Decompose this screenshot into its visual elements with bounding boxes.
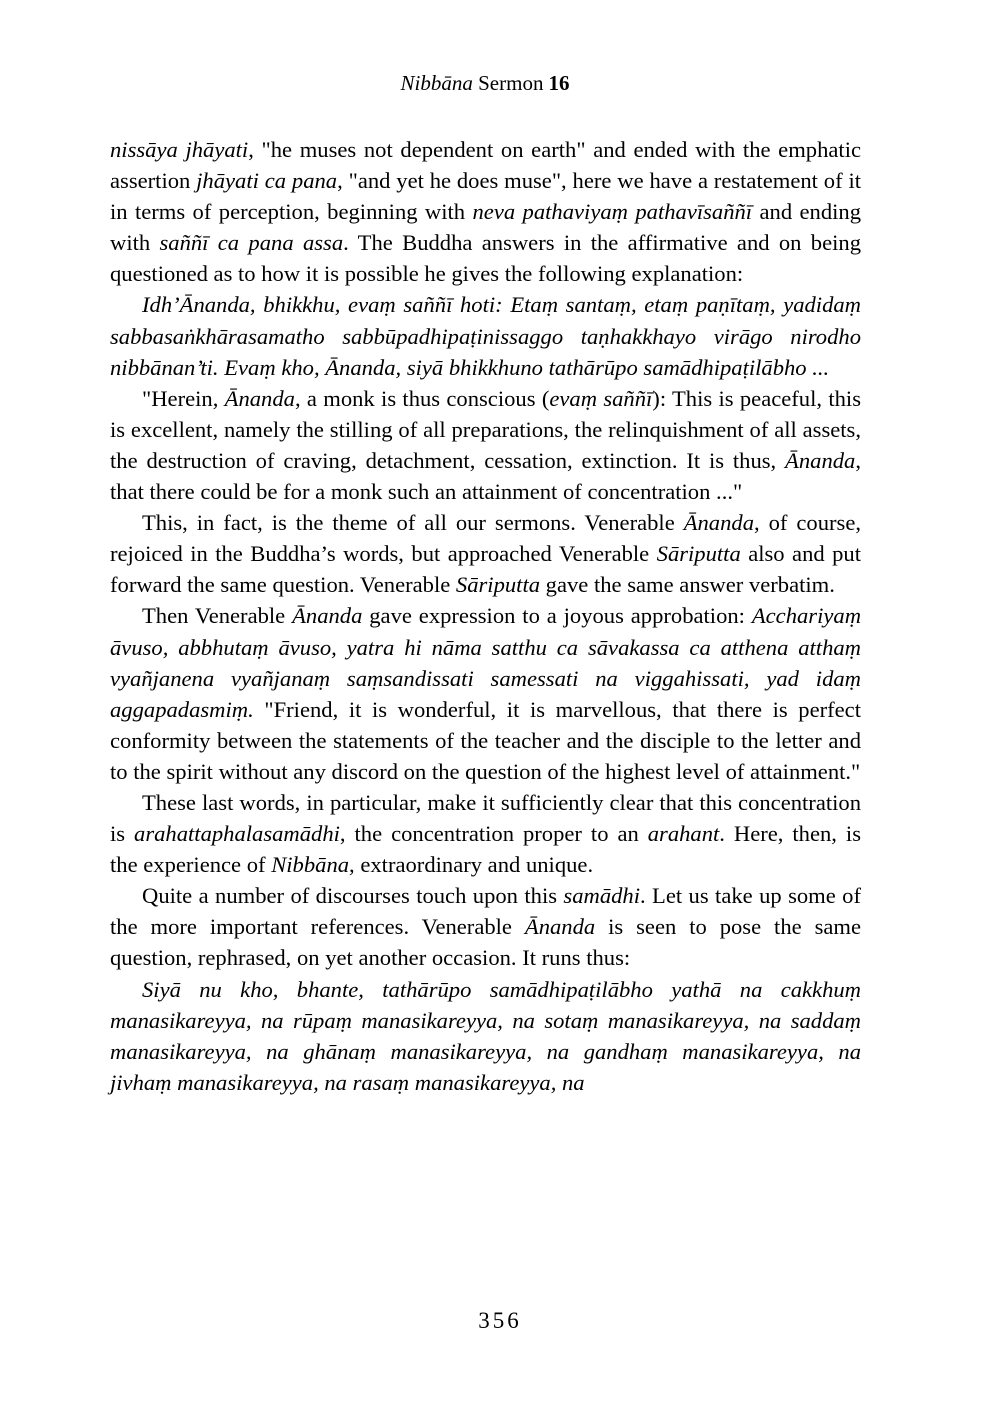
prose-text: "Friend, it is wonderful, it is marvellous, that there is perfect conformity between the statements of the teacher and the disciple to the letter and to the spirit without any discord on the question of the highest level of attainment.": [110, 696, 861, 784]
prose-text: is seen to pose the same question, rephrased, on yet another occasion. It runs thus:: [110, 914, 861, 971]
prose-text: , "and yet he does muse", here we have a restatement of it in terms of perception, beginning with: [110, 168, 861, 225]
prose-text: gave expression to a joyous approbation:: [362, 603, 752, 629]
pali-name: Ānanda: [224, 385, 295, 411]
running-head-section-word: Sermon: [478, 71, 544, 95]
prose-text: , the concentration proper to an: [339, 821, 648, 847]
pali-name: Ānanda: [683, 510, 754, 536]
prose-text: . The Buddha answers in the affirmative and on being questioned as to how it is possible he gives the following explanation:: [110, 230, 861, 287]
pali-name: Ānanda: [292, 603, 363, 629]
references-paragraph: [110, 880, 861, 973]
prose-text: , that there could be for a monk such an attainment of concentration ...": [110, 447, 861, 505]
prose-text: ): This is peaceful, this is excellent, namely the stilling of all preparations, the relinquishment of all assets, the destruction of craving, detachment, cessation, extinction. It is thus,: [110, 385, 861, 473]
pali-phrase: nissāya jhāyati: [110, 137, 249, 162]
pali-phrase: neva pathaviyaṃ pathavīsaññī: [472, 199, 753, 225]
running-head-work-title: Nibbāna: [400, 71, 473, 95]
prose-text: Quite a number of discourses touch upon this: [142, 883, 564, 909]
pali-blockquote: Idh’Ānanda, bhikkhu, evaṃ saññī hoti: Etaṃ santaṃ, etaṃ paṇītaṃ, yadidaṃ sabbasaṅkhārasamatho sabbūpadhipaṭinissaggo taṇhakkhayo virāgo nirodho nibbānan’ti. Evaṃ kho, Ānanda, siyā bhikkhuno tathārūpo samādhipaṭilābho ...: [110, 292, 861, 380]
pali-term: Nibbāna: [271, 852, 350, 878]
pali-name: Sāriputta: [656, 541, 741, 567]
prose-text: "Herein,: [142, 385, 225, 411]
page-body: [110, 134, 861, 1098]
pali-term: arahattaphalasamādhi: [134, 821, 340, 847]
analysis-paragraph: [110, 787, 861, 880]
pali-phrase: Acchariyaṃ āvuso, abbhutaṃ āvuso, yatra hi nāma satthu ca sāvakassa ca atthena atthaṃ vyañjanena vyañjanaṃ saṃsandissati samessati na viggahissati, yad idaṃ aggapadasmiṃ.: [110, 603, 862, 722]
prose-text: . Here, then, is the experience of: [110, 821, 861, 878]
pali-phrase: jhāyati ca pana: [196, 168, 338, 194]
prose-text: , of course, rejoiced in the Buddha’s words, but approached Venerable: [110, 510, 861, 567]
commentary-paragraph: [110, 507, 861, 600]
pali-blockquote: Siyā nu kho, bhante, tathārūpo samādhipaṭilābho yathā na cakkhuṃ manasikareyya, na rūpaṃ manasikareyya, na sotaṃ manasikareyya, na saddaṃ manasikareyya, na ghānaṃ manasikareyya, na gandhaṃ manasikareyya, na jivhaṃ manasikareyya, na rasaṃ manasikareyya, na: [110, 976, 861, 1095]
running-head: [110, 70, 860, 96]
prose-text: , extraordinary and unique.: [349, 852, 594, 878]
prose-text: , a monk is thus conscious (: [294, 385, 550, 411]
prose-text: and ending with: [110, 199, 861, 256]
pali-term: samādhi: [563, 883, 640, 909]
pali-name: Ānanda: [785, 447, 856, 473]
paragraph-continuation: [110, 134, 861, 289]
prose-text: also and put forward the same question. Venerable: [110, 541, 861, 598]
page-number: 356: [478, 1308, 522, 1333]
prose-text: Then Venerable: [142, 603, 293, 629]
pali-term: arahant: [647, 821, 720, 847]
pali-name: Sāriputta: [455, 572, 541, 598]
approbation-paragraph: [110, 600, 861, 787]
translation-paragraph: [110, 383, 861, 507]
prose-text: This, in fact, is the theme of all our sermons. Venerable: [142, 510, 684, 536]
prose-text: . Let us take up some of the more important references. Venerable: [110, 883, 861, 940]
running-head-number: 16: [548, 71, 570, 95]
pali-phrase: saññī ca pana assa: [159, 230, 344, 256]
prose-text: , "he muses not dependent on earth" and ended with the emphatic assertion: [110, 137, 861, 194]
pali-phrase: evaṃ saññī: [549, 385, 653, 411]
prose-text: gave the same answer verbatim.: [540, 572, 835, 598]
prose-text: These last words, in particular, make it sufficiently clear that this concentration is: [110, 789, 861, 847]
pali-name: Ānanda: [524, 914, 596, 940]
